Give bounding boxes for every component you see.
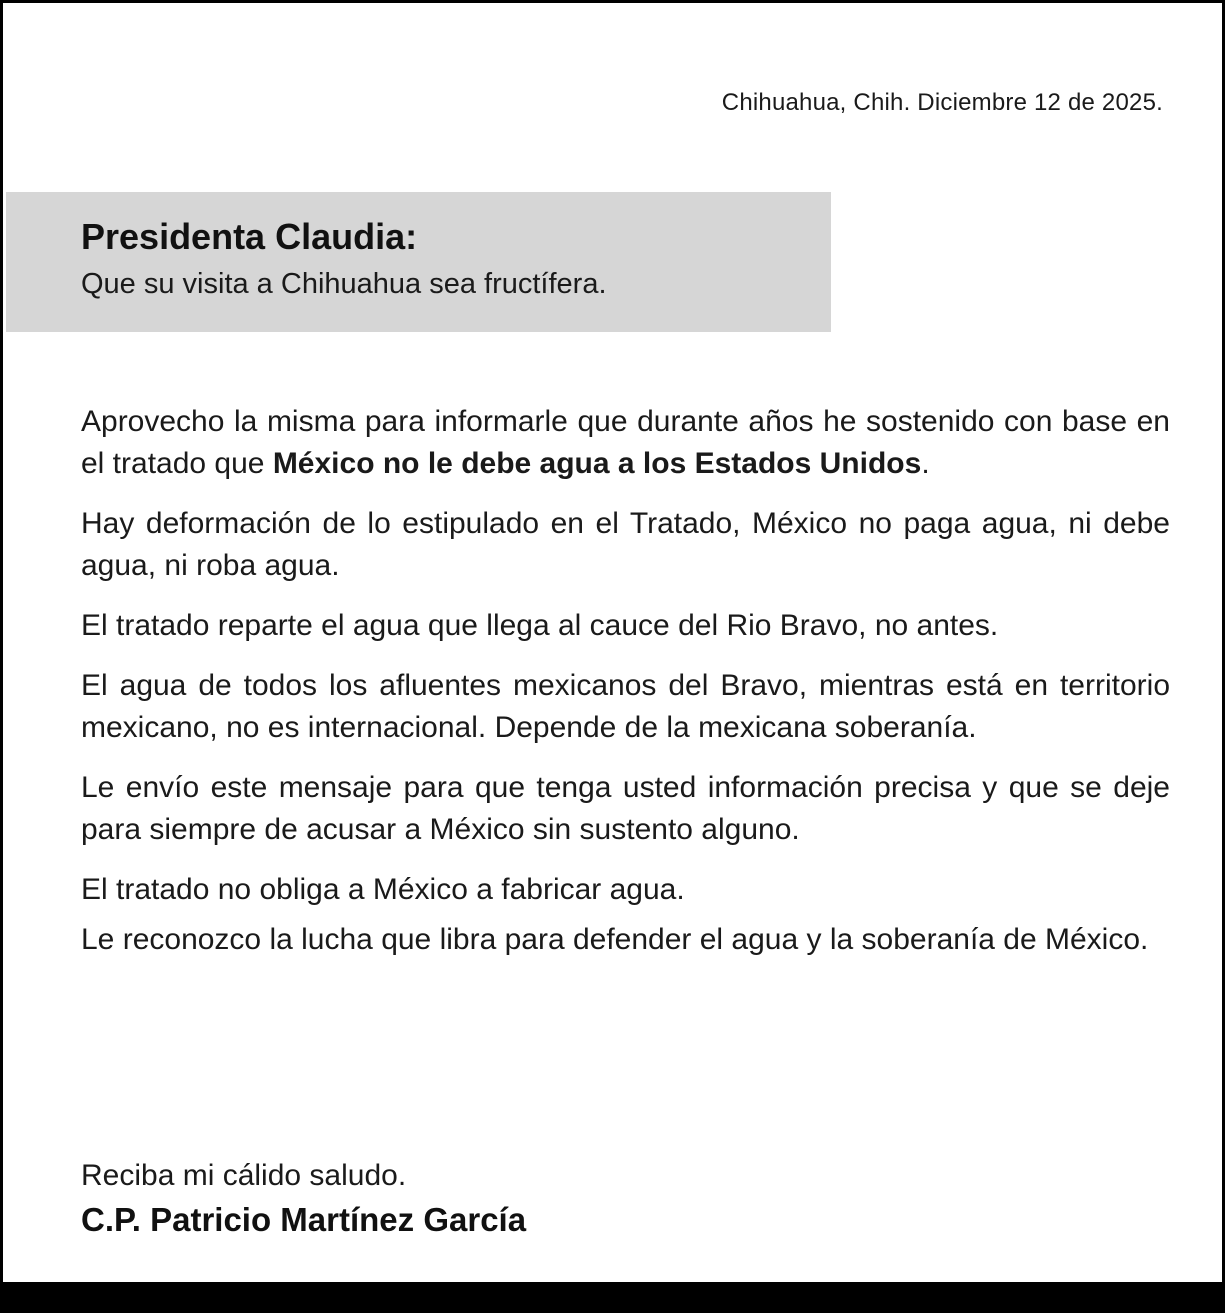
paragraph-3: El tratado reparte el agua que llega al cauce del Rio Bravo, no antes. (81, 609, 999, 642)
greeting-subtitle: Que su visita a Chihuahua sea fructífera. (81, 268, 607, 300)
closing-line: Reciba mi cálido saludo. (81, 1159, 407, 1192)
paragraph-1-bold: México no le debe agua a los Estados Unidos (272, 447, 922, 480)
paragraph-1-end: . (921, 447, 930, 480)
letter-body (81, 401, 1170, 979)
bottom-bar (0, 1282, 1225, 1313)
paragraph-1-start: Aprovecho la misma para informarle que durante años he sostenido con base en el tratado que (81, 405, 1170, 480)
greeting-title: Presidenta Claudia: (81, 216, 418, 257)
signature: C.P. Patricio Martínez García (81, 1201, 527, 1238)
paragraph-7: Le reconozco la lucha que libra para defender el agua y la soberanía de México. (81, 923, 1149, 956)
paragraph-5: Le envío este mensaje para que tenga usted información precisa y que se deje para siempre de acusar a México sin sustento alguno. (81, 771, 1170, 846)
greeting-box (6, 192, 831, 332)
paragraph-2: Hay deformación de lo estipulado en el Tratado, México no paga agua, ni debe agua, ni roba agua. (81, 507, 1170, 582)
paragraph-6: El tratado no obliga a México a fabricar agua. (81, 873, 685, 906)
paragraph-1 (81, 401, 1170, 485)
paragraph-4: El agua de todos los afluentes mexicanos del Bravo, mientras está en territorio mexicano, no es internacional. Depende de la mexicana soberanía. (81, 669, 1170, 744)
date-line: Chihuahua, Chih. Diciembre 12 de 2025. (721, 89, 1163, 116)
